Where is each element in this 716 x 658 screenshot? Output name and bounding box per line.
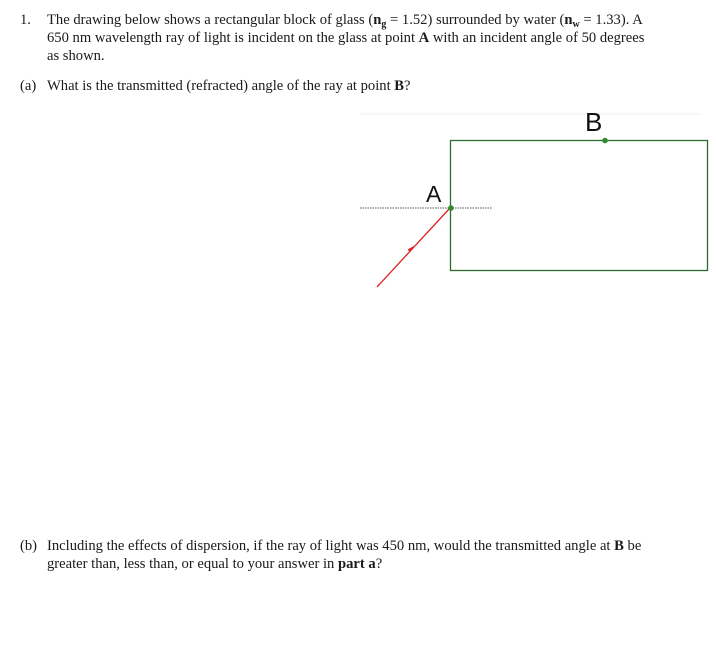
part-b-label: (b) — [20, 538, 38, 554]
problem-number: 1. — [20, 12, 31, 28]
point-a-ref: A — [418, 30, 430, 46]
glass-block — [451, 141, 708, 271]
part-a-question — [20, 77, 660, 95]
point-b-marker — [602, 138, 608, 144]
part-a-text: What is the transmitted (refracted) angle of the ray at point B? — [47, 78, 411, 94]
part-b-text: Including the effects of dispersion, if the ray of light was 450 nm, would the transmitted angle at B be greater than, less than, or equal to your answer in part a? — [47, 538, 642, 572]
label-b: B — [585, 107, 603, 137]
label-a: A — [426, 181, 442, 207]
part-a-label: (a) — [20, 78, 37, 94]
part-a-ref: part a — [337, 556, 376, 572]
problem-text: The drawing below shows a rectangular block of glass $(n_g = 1.52)$ surrounded by water $(n_w = 1.33)$. A 650 nm wavelength ray of light is incident on the glass at point A with an incident angle of 50 degrees as shown. — [47, 12, 645, 64]
incident-ray — [377, 208, 450, 287]
point-b-ref: B — [394, 78, 405, 94]
point-b-ref-2: B — [614, 538, 624, 554]
part-b-question — [20, 537, 660, 573]
problem-statement — [20, 11, 660, 65]
ray-arrowhead — [408, 246, 415, 252]
point-a-marker — [448, 205, 454, 211]
